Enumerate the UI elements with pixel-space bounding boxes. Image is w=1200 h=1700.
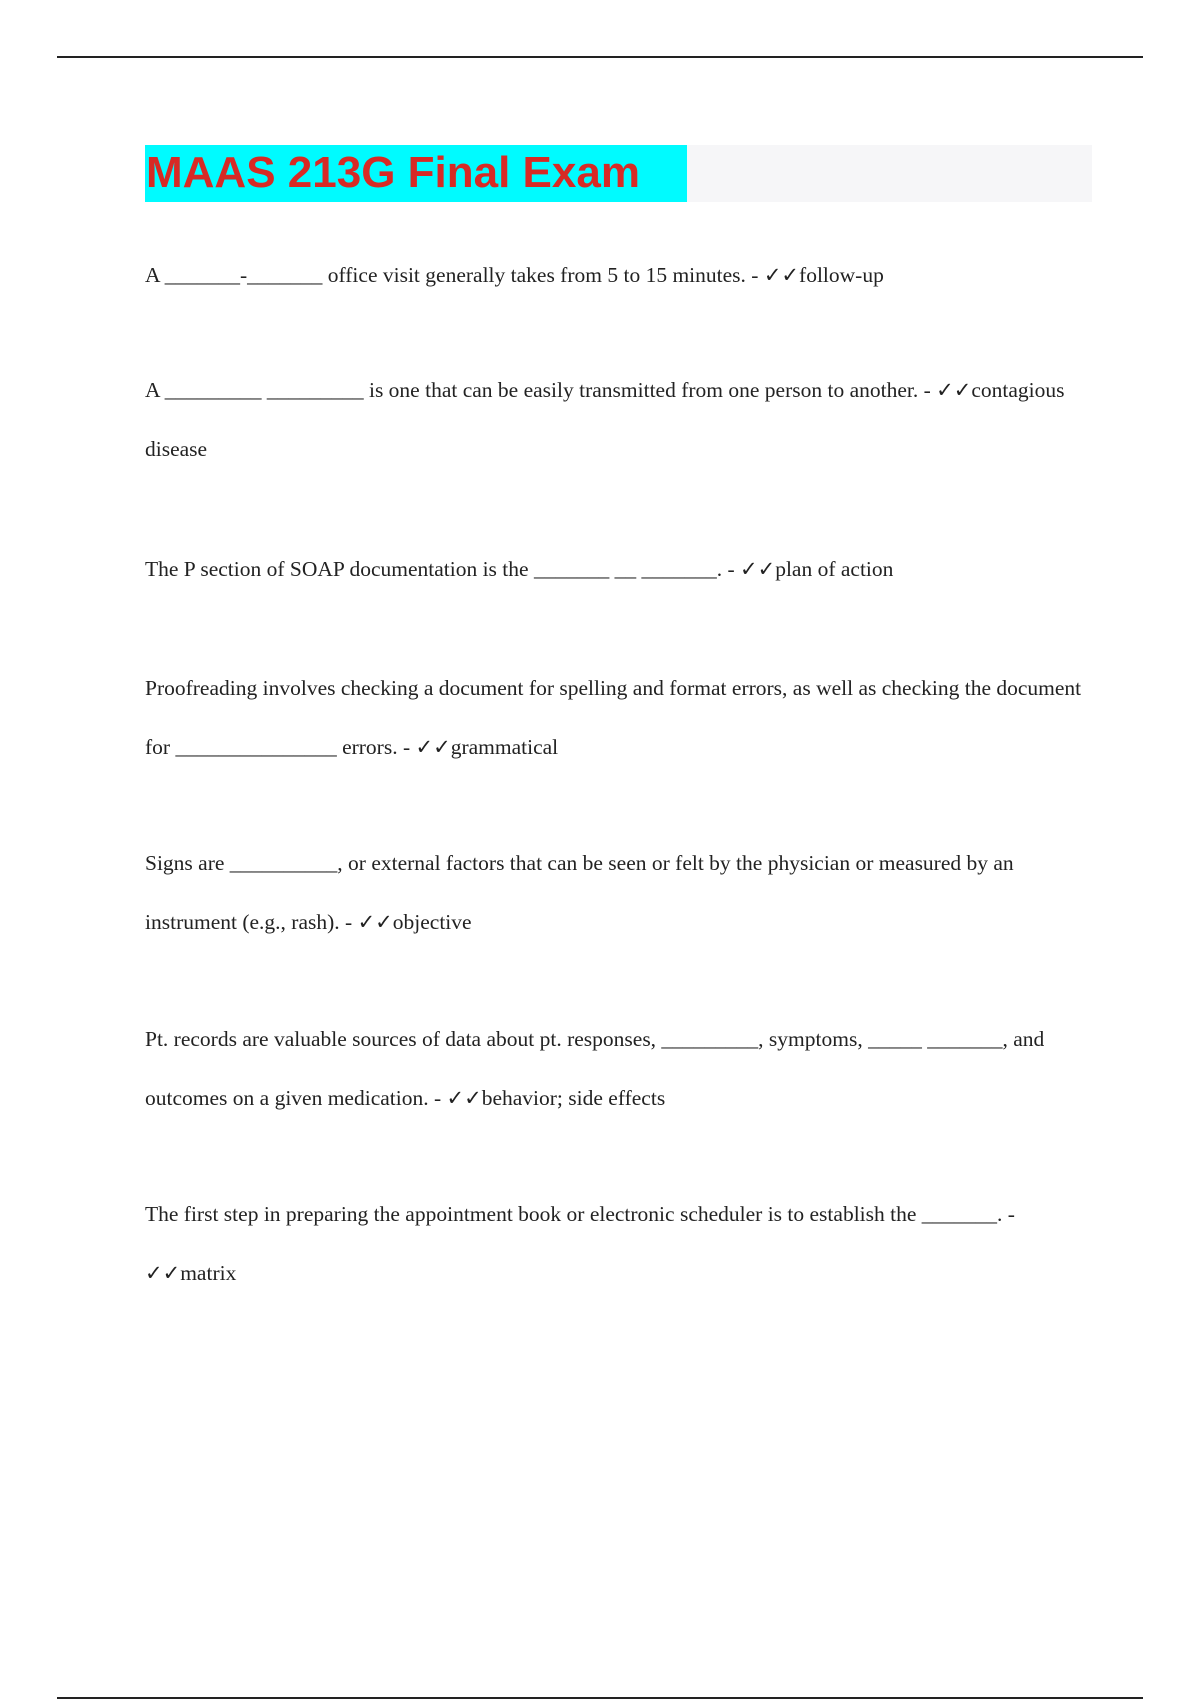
- double-check-icon: ✓✓: [446, 1086, 482, 1110]
- double-check-icon: ✓✓: [936, 378, 972, 402]
- question-text: Pt. records are valuable sources of data about pt. responses, _________, symptoms, _____ _______, and outcomes on a given medication. -: [145, 1027, 1045, 1110]
- double-check-icon: ✓✓: [357, 910, 393, 934]
- answer-text: follow-up: [799, 263, 884, 287]
- question-text: The P section of SOAP documentation is the _______ __ _______. -: [145, 557, 735, 581]
- header-rule: [57, 56, 1143, 58]
- double-check-icon: ✓✓: [763, 263, 800, 287]
- answer-text: behavior; side effects: [481, 1086, 666, 1110]
- double-check-icon: ✓✓: [739, 557, 776, 581]
- question-text: Signs are __________, or external factors that can be seen or felt by the physician or measured by an instrument (e.g., rash). -: [145, 851, 1014, 934]
- qa-item-5: [145, 834, 1095, 952]
- qa-item-1: [145, 246, 1095, 305]
- answer-text: plan of action: [775, 557, 894, 581]
- qa-item-2: [145, 361, 1095, 479]
- answer-text: contagious disease: [145, 378, 1065, 461]
- qa-item-4: [145, 659, 1095, 777]
- double-check-icon: ✓✓: [145, 1261, 181, 1285]
- double-check-icon: ✓✓: [415, 735, 451, 759]
- qa-item-7: [145, 1185, 1095, 1303]
- answer-text: objective: [392, 910, 472, 934]
- question-text: A _________ _________ is one that can be easily transmitted from one person to another. -: [145, 378, 931, 402]
- question-text: Proofreading involves checking a document for spelling and format errors, as well as checking the document for _______________ errors. -: [145, 676, 1082, 759]
- answer-text: grammatical: [450, 735, 559, 759]
- qa-item-6: [145, 1010, 1095, 1128]
- document-title: MAAS 213G Final Exam: [146, 148, 640, 197]
- title-band: [145, 145, 1092, 202]
- question-text: The first step in preparing the appointment book or electronic scheduler is to establish the _______. -: [145, 1202, 1015, 1226]
- footer-rule: [57, 1697, 1143, 1699]
- question-text: A _______-_______ office visit generally takes from 5 to 15 minutes. -: [145, 263, 759, 287]
- qa-item-3: [145, 540, 1095, 599]
- answer-text: matrix: [180, 1261, 237, 1285]
